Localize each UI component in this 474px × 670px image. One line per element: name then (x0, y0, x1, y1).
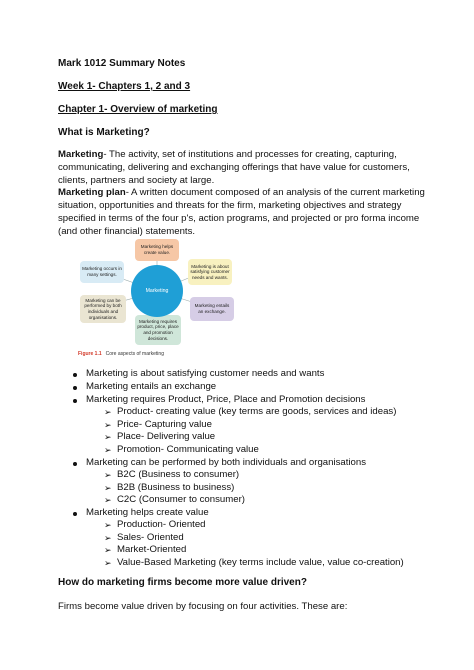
sub-list-item: B2C (Business to consumer) (117, 469, 240, 480)
marketing-plan-definition (58, 186, 438, 238)
sub-list-item: Production- Oriented (117, 519, 206, 530)
sub-list-item: B2B (Business to business) (117, 482, 235, 493)
closing-paragraph: Firms become value driven by focusing on four activities. These are: (58, 601, 348, 612)
sub-list-item: C2C (Consumer to consumer) (117, 494, 245, 505)
diagram-center-hub: Marketing (131, 265, 183, 317)
arrow-bullet-icon: ➢ (104, 558, 112, 568)
week-heading: Week 1- Chapters 1, 2 and 3 (58, 81, 191, 92)
arrow-bullet-icon: ➢ (104, 545, 112, 555)
marketing-plan-definition-text: - A written document composed of an analysis of the current marketing situation, opportunities and threats for the firm, marketing objectives and strategy specified in terms of the four p's, action programs, and projected or pro forma income (and other financial) statements. (58, 187, 425, 237)
list-item: Marketing entails an exchange (86, 381, 217, 392)
sub-list-item: Promotion- Communicating value (117, 444, 259, 455)
core-aspects-diagram (78, 237, 238, 347)
arrow-bullet-icon: ➢ (104, 533, 112, 543)
marketing-definition-text: - The activity, set of institutions and processes for creating, capturing, communicating, delivering and exchanging offerings that have value for customers, clients, partners and society at large. (58, 149, 410, 186)
list-item: Marketing requires Product, Price, Place and Promotion decisions (86, 394, 366, 405)
sub-list-item: Market-Oriented (117, 544, 187, 555)
diagram-box-bottom: Marketing requires product, price, place and promotion decisions. (135, 315, 181, 345)
figure-label: Figure 1.1 (78, 351, 102, 357)
question-heading: What is Marketing? (58, 127, 150, 138)
bullet-icon (73, 373, 77, 377)
arrow-bullet-icon: ➢ (104, 483, 112, 493)
arrow-bullet-icon: ➢ (104, 520, 112, 530)
sub-list-item: Place- Delivering value (117, 431, 216, 442)
sub-list-item: Sales- Oriented (117, 532, 184, 543)
marketing-definition (58, 148, 438, 187)
doc-title: Mark 1012 Summary Notes (58, 58, 186, 69)
diagram-box-top-left: Marketing occurs in many settings. (80, 261, 124, 283)
list-item: Marketing can be performed by both individuals and organisations (86, 457, 366, 468)
sub-list-item: Value-Based Marketing (key terms include value, value co-creation) (117, 557, 404, 568)
diagram-box-top: Marketing helps create value. (135, 239, 179, 261)
arrow-bullet-icon: ➢ (104, 432, 112, 442)
question-heading-2: How do marketing firms become more value driven? (58, 577, 307, 588)
marketing-term: Marketing (58, 149, 104, 160)
bullet-icon (73, 399, 77, 403)
list-item: Marketing is about satisfying customer needs and wants (86, 368, 325, 379)
diagram-box-right: Marketing entails an exchange. (190, 297, 234, 321)
list-item: Marketing helps create value (86, 507, 209, 518)
chapter-heading: Chapter 1- Overview of marketing (58, 104, 218, 115)
arrow-bullet-icon: ➢ (104, 470, 112, 480)
sub-list-item: Price- Capturing value (117, 419, 212, 430)
bullet-icon (73, 462, 77, 466)
diagram-box-top-right: Marketing is about satisfying customer needs and wants. (188, 259, 232, 285)
marketing-plan-term: Marketing plan (58, 187, 126, 198)
figure-caption (78, 351, 164, 357)
arrow-bullet-icon: ➢ (104, 420, 112, 430)
figure-caption-text: Core aspects of marketing (105, 351, 164, 357)
diagram-box-left: Marketing can be performed by both individuals and organisations. (80, 295, 126, 323)
arrow-bullet-icon: ➢ (104, 407, 112, 417)
arrow-bullet-icon: ➢ (104, 495, 112, 505)
bullet-icon (73, 386, 77, 390)
sub-list-item: Product- creating value (key terms are goods, services and ideas) (117, 406, 397, 417)
bullet-icon (73, 512, 77, 516)
arrow-bullet-icon: ➢ (104, 445, 112, 455)
